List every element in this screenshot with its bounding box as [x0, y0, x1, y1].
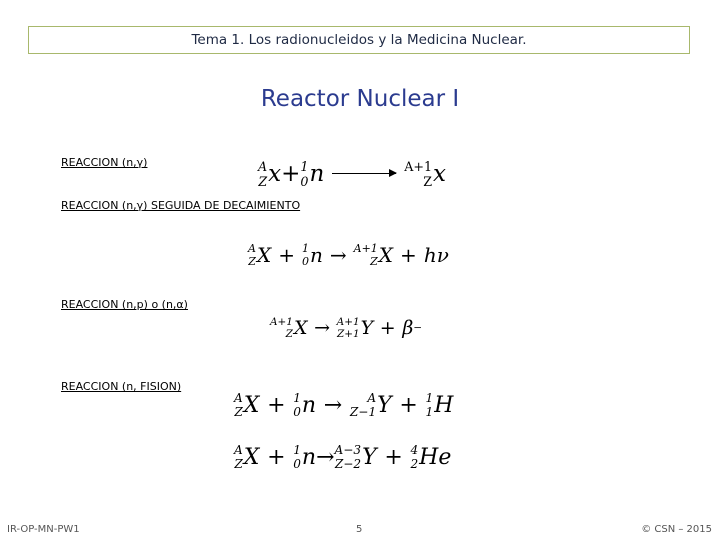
eq5-plus-2: +	[384, 444, 403, 470]
eq1-t3-sym: x	[433, 160, 447, 187]
eq1-plus: +	[281, 160, 301, 187]
eq2-t3-sym: X	[378, 243, 394, 268]
eq5-t2-sup: 1	[293, 443, 301, 457]
label-n-fission: REACCION (n, FISION)	[61, 380, 182, 393]
eq3-t3-sup: −	[413, 322, 423, 335]
arrow-icon: →	[329, 243, 347, 268]
eq4-t2-sup: 1	[293, 391, 301, 405]
eq2-t2-sub: 0	[301, 254, 309, 268]
equation-n-alpha	[234, 444, 451, 471]
eq2-t2-sup: 1	[301, 242, 309, 255]
eq2-t3-sup: A+1	[353, 242, 378, 255]
slide-title: Reactor Nuclear I	[260, 86, 460, 112]
eq2-plus-2: +	[400, 243, 417, 268]
eq1-t2-sup: 1	[300, 159, 309, 174]
label-n-p-n-alpha: REACCION (n,p) o (n,α)	[61, 298, 188, 311]
eq3-t1-sub: Z	[285, 328, 293, 340]
arrow-icon: →	[323, 392, 343, 418]
label-n-gamma-decay: REACCION (n,γ) SEGUIDA DE DECAIMIENTO	[61, 199, 301, 212]
page-number: 5	[356, 524, 363, 535]
eq3-t1-sym: X	[293, 317, 308, 340]
eq4-t2-sub: 0	[293, 404, 301, 419]
eq4-t3-sup: A	[367, 391, 377, 405]
arrow-icon: →	[314, 317, 331, 340]
eq5-t2-sym: n	[301, 444, 317, 470]
eq4-t2-sym: n	[301, 392, 317, 418]
eq3-t2-sub: Z+1	[336, 328, 360, 340]
eq4-t1-sub: Z	[234, 404, 243, 419]
eq4-t3-sym: Y	[377, 392, 392, 418]
eq5-plus: +	[267, 444, 286, 470]
eq2-t1-sup: A	[248, 242, 256, 255]
eq5-t1-sup: A	[234, 443, 243, 457]
eq4-t1-sup: A	[234, 391, 243, 405]
eq4-t1-sym: X	[243, 392, 260, 418]
eq4-plus-2: +	[399, 392, 418, 418]
eq1-t3-sup: A+1	[404, 159, 433, 174]
eq1-t2-sym: n	[309, 160, 325, 187]
header-text: Tema 1. Los radionucleidos y la Medicina Nuclear.	[191, 32, 527, 48]
eq5-t3-sym: Y	[362, 444, 377, 470]
eq5-t3-sup: A−3	[334, 443, 362, 457]
equation-n-gamma	[258, 160, 446, 188]
equation-n-gamma-decay	[248, 243, 449, 267]
eq2-plus: +	[278, 243, 295, 268]
eq1-t1-sub: Z	[258, 173, 268, 189]
eq4-t3-sub: Z−1	[349, 404, 377, 419]
eq5-t1-sub: Z	[234, 456, 243, 471]
eq5-t3-sub: Z−2	[334, 456, 362, 471]
label-n-gamma: REACCION (n,γ)	[61, 156, 148, 169]
eq1-t1-sup: A	[258, 159, 268, 174]
eq4-t4-sub: 1	[425, 404, 434, 419]
eq1-t2-sub: 0	[300, 173, 309, 189]
eq3-t1-sup: A+1	[270, 316, 293, 328]
eq2-t2-sym: n	[309, 243, 323, 268]
eq4-plus: +	[267, 392, 286, 418]
eq5-t4-sym: He	[419, 444, 452, 470]
eq3-t2-sym: Y	[360, 317, 374, 340]
equation-n-p	[234, 392, 453, 419]
eq3-t2-sup: A+1	[336, 316, 360, 328]
eq2-t4-sym: hν	[423, 243, 449, 268]
eq5-t1-sym: X	[243, 444, 260, 470]
eq5-t4-sub: 2	[410, 456, 419, 471]
eq1-t1-sym: x	[268, 160, 282, 187]
eq3-plus: +	[379, 317, 396, 340]
eq4-t4-sym: H	[434, 392, 454, 418]
eq5-t2-sub: 0	[293, 456, 301, 471]
equation-beta-decay	[270, 317, 422, 340]
eq2-t1-sub: Z	[248, 254, 256, 268]
eq3-t3-sym: β	[402, 317, 414, 340]
eq1-t3-sub: Z	[423, 173, 433, 189]
eq2-t3-sub: Z	[370, 254, 378, 268]
eq2-t1-sym: X	[256, 243, 272, 268]
arrow-icon: →	[316, 444, 335, 470]
long-arrow-icon	[332, 173, 396, 174]
footer-code: IR-OP-MN-PW1	[7, 524, 80, 535]
footer-copyright: © CSN – 2015	[641, 524, 712, 535]
eq4-t4-sup: 1	[425, 391, 434, 405]
slide-header	[28, 26, 690, 54]
eq5-t4-sup: 4	[410, 443, 419, 457]
